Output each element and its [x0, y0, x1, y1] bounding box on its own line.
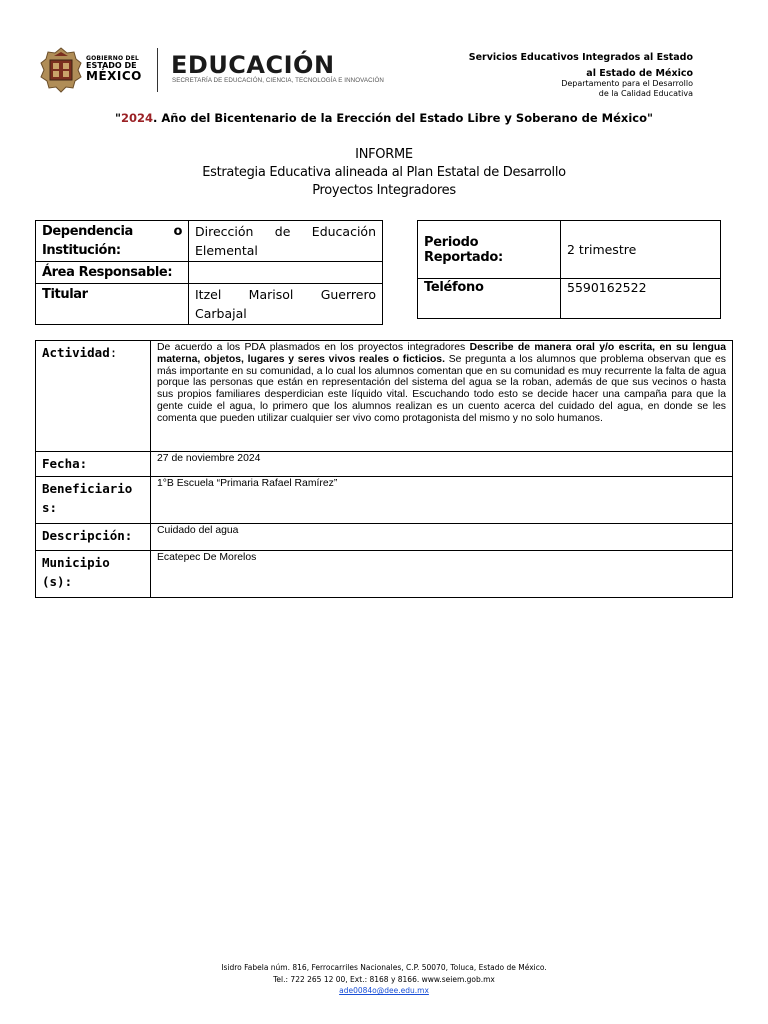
actividad-label-text: Actividad [42, 345, 110, 360]
telefono-value: 5590162522 [561, 279, 721, 319]
table-row [36, 221, 383, 262]
dependencia-label-c: Institución: [42, 243, 121, 258]
gobierno-line1: GOBIERNO DEL [86, 55, 140, 62]
fecha-value: 27 de noviembre 2024 [151, 452, 733, 477]
motto [0, 111, 768, 125]
table-row [36, 477, 733, 524]
telefono-label: Teléfono [418, 279, 561, 319]
titular-value: Itzel Marisol Guerrero Carbajal [189, 284, 383, 325]
table-row [36, 284, 383, 325]
department-line1: Departamento para el Desarrollo [561, 79, 693, 88]
educacion-subtitle: SECRETARÍA DE EDUCACIÓN, CIENCIA, TECNOLOGÍA E INNOVACIÓN [172, 77, 384, 84]
gobierno-line2: ESTADO DE [86, 61, 137, 70]
educacion-title: EDUCACIÓN [171, 51, 335, 79]
seiem-line2: al Estado de México [586, 68, 693, 79]
periodo-label: Periodo Reportado: [418, 221, 561, 279]
titular-label: Titular [36, 284, 189, 325]
title-line3: Proyectos Integradores [312, 183, 456, 198]
descripcion-label: Descripción: [36, 524, 151, 551]
beneficiarios-label-a: Beneficiario [42, 481, 133, 496]
actividad-label-colon: : [109, 345, 118, 360]
area-value [189, 262, 383, 284]
motto-year: 2024 [121, 111, 154, 125]
department-line2: de la Calidad Educativa [598, 89, 693, 98]
beneficiarios-value: 1°B Escuela “Primaria Rafael Ramírez” [151, 477, 733, 524]
municipio-label-a: Municipio [42, 555, 110, 570]
actividad-label [36, 341, 151, 452]
header-divider [157, 48, 158, 92]
info-table-right [417, 220, 721, 319]
beneficiarios-label [36, 477, 151, 524]
actividad-rest: Se pregunta a los alumnos que problema observan que es más importante en su comunidad, a lo cual los alumnos comentan que en su comunidad es muy recurrente la falta de agua porque las personas que están en representación del sistema del agua se la roban, además de que sus vecinos o hasta sus propios familiares desperdician este líquido vital. Escuchando todo esto se decide hacer una campaña para que la gente cuide el agua, lo primero que los alumnos realizan es un cuento acerca del cuidado del agua, en donde se les comenta que pueden utilizar cualquier ser vivo como protagonista del mismo y no solo humanos. [157, 353, 726, 424]
actividad-intro: De acuerdo a los PDA plasmados en los proyectos integradores [157, 342, 470, 353]
gobierno-line3: MÉXICO [86, 69, 142, 83]
info-table-left [35, 220, 383, 325]
actividad-bold: Describe de manera oral y/o escrita, en su lengua materna, objetos, lugares y seres vivos reales o ficticios. [157, 342, 726, 365]
periodo-value: 2 trimestre [561, 221, 721, 279]
area-label: Área Responsable: [36, 262, 189, 284]
activity-table [35, 340, 733, 598]
title-line1: INFORME [355, 147, 413, 162]
table-row [36, 551, 733, 598]
title-line2: Estrategia Educativa alineada al Plan Estatal de Desarrollo [202, 165, 566, 180]
state-seal-logo [40, 47, 82, 93]
actividad-value [151, 341, 733, 452]
report-title [0, 146, 768, 200]
dependencia-label [36, 221, 189, 262]
municipio-value: Ecatepec De Morelos [151, 551, 733, 598]
motto-quote: " [115, 111, 121, 125]
dependencia-value: Dirección de Educación Elemental [189, 221, 383, 262]
table-row [418, 221, 721, 279]
footer-email-link[interactable]: ade0084o@dee.edu.mx [339, 986, 429, 995]
footer-address: Isidro Fabela núm. 816, Ferrocarriles Nacionales, C.P. 50070, Toluca, Estado de México. [221, 963, 547, 972]
beneficiarios-label-b: s: [42, 500, 58, 515]
municipio-label-b: (s): [42, 574, 73, 589]
table-row [418, 279, 721, 319]
fecha-label: Fecha: [36, 452, 151, 477]
motto-text: . Año del Bicentenario de la Erección del Estado Libre y Soberano de México" [153, 111, 653, 125]
dependencia-label-a: Dependencia [42, 224, 133, 239]
gobierno-logo-text [86, 56, 146, 82]
table-row [36, 341, 733, 452]
table-row [36, 524, 733, 551]
dependencia-label-b: o [173, 224, 182, 239]
footer-phone: Tel.: 722 265 12 00, Ext.: 8168 y 8166. www.seiem.gob.mx [273, 974, 495, 984]
footer [0, 962, 768, 997]
table-row [36, 452, 733, 477]
descripcion-value: Cuidado del agua [151, 524, 733, 551]
municipio-label [36, 551, 151, 598]
seiem-line1: Servicios Educativos Integrados al Estado [468, 52, 693, 63]
table-row [36, 262, 383, 284]
